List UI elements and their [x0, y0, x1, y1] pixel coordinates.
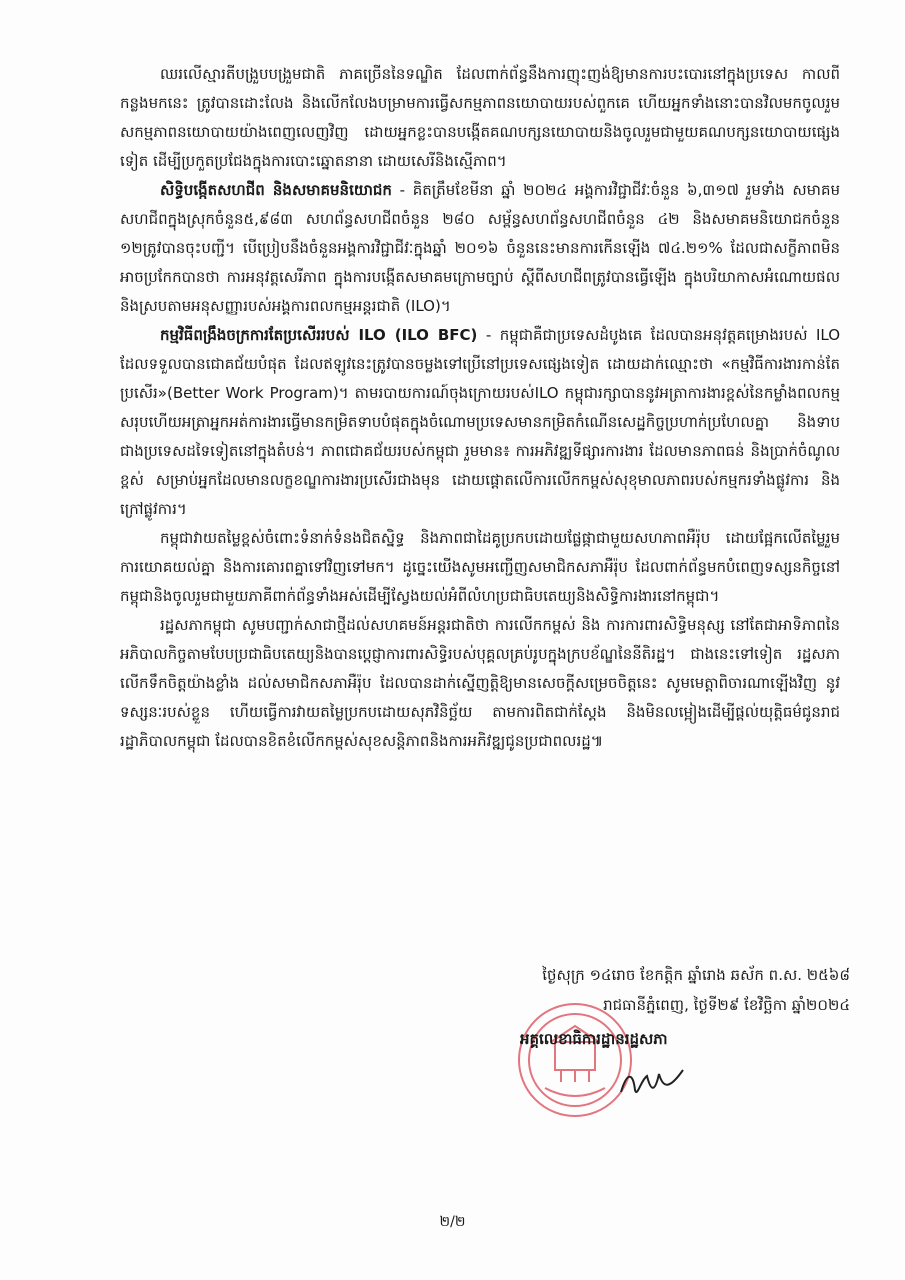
place-date: រាជធានីភ្នំពេញ, ថ្ងៃទី២៩ ខែវិច្ឆិកា ឆ្នាំ២០២៤: [603, 996, 850, 1014]
paragraph-human-rights: [120, 611, 840, 756]
paragraph-ilo-bfc: [120, 321, 840, 524]
document-body: [120, 60, 840, 756]
lunar-date: ថ្ងៃសុក្រ ១៤រោច ខែកត្តិក ឆ្នាំរោង ឆស័ក ព.ស. ២៥៦៨: [542, 966, 850, 984]
closing-block: [430, 960, 850, 1020]
paragraph-eu-partnership: [120, 524, 840, 611]
official-seal-icon: [515, 1000, 635, 1120]
paragraph-union-rights: [120, 176, 840, 321]
signer-title: អគ្គលេខាធិការដ្ឋានរដ្ឋសភា: [520, 1030, 668, 1048]
paragraph-lead: សិទ្ធិបង្កើតសហជីព និងសមាគមនិយោជក: [160, 181, 392, 199]
paragraph-text: កម្ពុជាវាយតម្លៃខ្ពស់ចំពោះទំនាក់ទំនងជិតស្និទ្ធ និងភាពជាដៃគូប្រកបដោយផ្លែផ្កាជាមួយសហភាពអឺរ៉ុប ដោយផ្អែកលើតម្លៃរួម ការយោគយល់គ្នា និងការគោរពគ្នាទៅវិញទៅមក។ ដូច្នេះយើងសូមអញ្ជើញសមាជិកសភាអឺរ៉ុប ដែលពាក់ព័ន្ធមកបំពេញទស្សនកិច្ចនៅកម្ពុជានិងចូលរួមជាមួយភាគីពាក់ព័ន្ធទាំងអស់ដើម្បីស្វែងយល់អំពីលំហប្រជាធិបតេយ្យនិងសិទ្ធិការងារនៅកម្ពុជា។: [120, 529, 840, 605]
paragraph-lead: កម្មវិធីពង្រឹងចក្រការតែប្រសើររបស់ ILO (ILO BFC): [160, 326, 478, 344]
paragraph-text: - គិតត្រឹមខែមីនា ឆ្នាំ ២០២៤ អង្គការវិជ្ជាជីវៈចំនួន ៦,៣១៧ រួមទាំង សមាគម សហជីពក្នុងស្រុកចំនួន៥,៩៨៣ សហព័ន្ធសហជីពចំនួន ២៨០ សម្ព័ន្ធសហព័ន្ធសហជីពចំនួន ៤២ និងសមាគមនិយោជកចំនួន ១២ត្រូវបានចុះបញ្ជី។ បើប្រៀបនឹងចំនួនអង្គការវិជ្ជាជីវៈក្នុងឆ្នាំ ២០១៦ ចំនួននេះមានការកើនឡើង ៧៤.២១% ដែលជាសក្ខីភាពមិនអាចប្រកែកបានថា ការអនុវត្តសេរីភាព ក្នុងការបង្កើតសមាគមក្រោមច្បាប់ ស្ដីពីសហជីពត្រូវបានធ្វើឡើង ក្នុងបរិយាកាសអំណោយផលនិងស្របតាមអនុសញ្ញារបស់អង្គការពលកម្មអន្តរជាតិ (ILO)។: [120, 181, 840, 315]
signature-icon: [617, 1062, 687, 1102]
paragraph-national-unity: [120, 60, 840, 176]
paragraph-text: ឈរលើស្មារតីបង្រួបបង្រួមជាតិ ភាគច្រើននៃទណ្ឌិត ដែលពាក់ព័ន្ធនឹងការញុះញង់ឱ្យមានការបះបោរនៅក្នុងប្រទេស កាលពីកន្លងមកនេះ ត្រូវបានដោះលែង និងលើកលែងបម្រាមការធ្វើសកម្មភាពនយោបាយរបស់ពួកគេ ហើយអ្នកទាំងនោះបានវិលមកចូលរួមសកម្មភាពនយោបាយយ៉ាងពេញលេញវិញ ដោយអ្នកខ្លះបានបង្កើតគណបក្សនយោបាយនិងចូលរួមជាមួយគណបក្សនយោបាយផ្សេងទៀត ដើម្បីប្រកួតប្រជែងក្នុងការបោះឆ្នោតនានា ដោយសេរីនិងស្មើភាព។: [120, 65, 840, 170]
page-number: ២/២: [439, 1214, 466, 1230]
paragraph-text: - កម្ពុជាគឺជាប្រទេសដំបូងគេ ដែលបានអនុវត្តគម្រោងរបស់ ILO ដែលទទួលបានជោគជ័យបំផុត ដែលឥឡូវនេះត្រូវបានចម្លងទៅប្រើនៅប្រទេសផ្សេងទៀត ដោយដាក់ឈ្មោះថា «កម្មវិធីការងារកាន់តែប្រសើរ»(Better Work Program)។ តាមរបាយការណ៍ចុងក្រោយរបស់ILO កម្ពុជារក្សាបាននូវអត្រាការងារខ្ពស់នៃកម្លាំងពលកម្មសរុបហើយអត្រាអ្នកអត់ការងារធ្វើមានកម្រិតទាបបំផុតក្នុងចំណោមប្រទេសមានកម្រិតកំណើនសេដ្ឋកិច្ចប្រហាក់ប្រហែលគ្នា និងទាបជាងប្រទេសដទៃទៀតនៅក្នុងតំបន់។ ភាពជោគជ័យរបស់កម្ពុជា រួមមាន៖ ការអភិវឌ្ឍទីផ្សារការងារ ដែលមានភាពធន់ និងប្រាក់ចំណូលខ្ពស់ សម្រាប់អ្នកដែលមានលក្ខខណ្ឌការងារប្រសើរជាងមុន ដោយផ្ដោតលើការលើកកម្ពស់សុខុមាលភាពរបស់កម្មករទាំងផ្លូវការ និងក្រៅផ្លូវការ។: [120, 326, 841, 518]
paragraph-text: រដ្ឋសភាកម្ពុជា សូមបញ្ជាក់សាជាថ្មីដល់សហគមន៍អន្តរជាតិថា ការលើកកម្ពស់ និង ការការពារសិទ្ធិមនុស្ស នៅតែជាអាទិភាពនៃអភិបាលកិច្ចតាមបែបប្រជាធិបតេយ្យនិងបានប្ដេជ្ញាការពារសិទ្ធិរបស់បុគ្គលគ្រប់រូបក្នុងក្របខ័ណ្ឌនៃនីតិរដ្ឋ។ ជាងនេះទៅទៀត រដ្ឋសភាលើកទឹកចិត្តយ៉ាងខ្លាំង ដល់សមាជិកសភាអឺរ៉ុប ដែលបានដាក់ស្នើញត្តិឱ្យមានសេចក្ដីសម្រេចចិត្តនេះ សូមមេត្តាពិចារណាឡើងវិញ នូវទស្សនៈរបស់ខ្លួន ហើយធ្វើការវាយតម្លៃប្រកបដោយសុភវិនិច្ឆ័យ តាមការពិតជាក់ស្ដែង និងមិនលម្អៀងដើម្បីផ្ដល់យុត្តិធម៌ជូនរាជរដ្ឋាភិបាលកម្ពុជា ដែលបានខិតខំលើកកម្ពស់សុខសន្តិភាពនិងការអភិវឌ្ឍជូនប្រជាពលរដ្ឋ៕: [120, 616, 840, 750]
